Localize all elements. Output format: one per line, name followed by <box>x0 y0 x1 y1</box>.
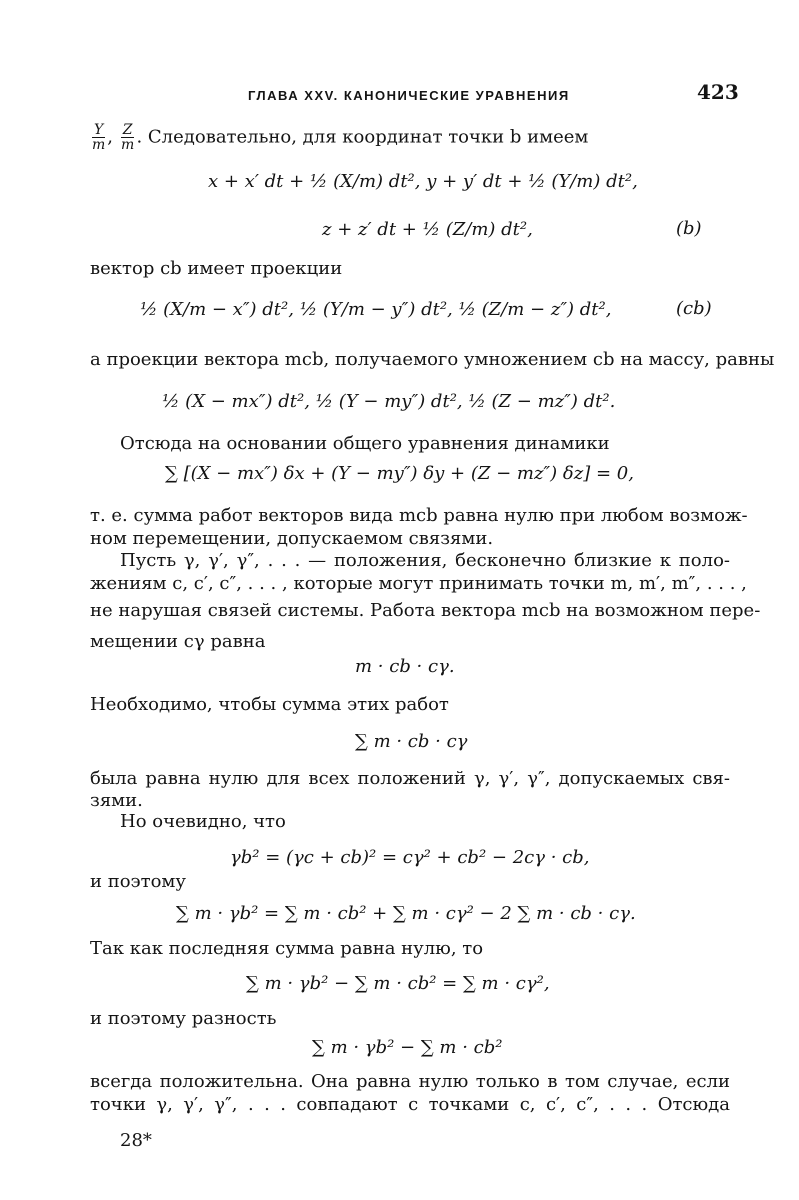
text-line-14: Но очевидно, что <box>120 811 286 832</box>
equation-tag-cb: (cb) <box>676 298 712 319</box>
text-line-10: мещении cγ равна <box>90 631 266 652</box>
equation-b-line-2: z + z′ dt + ½ (Z/m) dt², <box>322 219 533 240</box>
text-line-5: т. е. сумма работ векторов вида mcb равна нулю при любом возмож- <box>90 505 748 526</box>
equation-mcb: ½ (X − mx″) dt², ½ (Y − my″) dt², ½ (Z − mz″) dt². <box>162 391 616 412</box>
text-line-17: и поэтому разность <box>90 1008 277 1029</box>
text-line-1: $\frac{Y}{m}$ , $\frac{Z}{m}$ . Следовательно, для координат точки b имеем <box>92 122 589 153</box>
running-head-title: ГЛАВА XXV. КАНОНИЧЕСКИЕ УРАВНЕНИЯ <box>248 88 570 103</box>
text-line-13: зями. <box>90 790 143 811</box>
text-line-15: и поэтому <box>90 871 187 892</box>
text-line-3: а проекции вектора mcb, получаемого умножением cb на массу, равны <box>90 349 775 370</box>
text-line-1-content: . Следовательно, для координат точки b имеем <box>136 126 589 148</box>
equation-work: m · cb · cγ. <box>355 656 455 677</box>
equation-tag-b: (b) <box>676 218 702 239</box>
equation-sum-of-work: ∑ m · cb · cγ <box>355 731 468 752</box>
text-line-9: не нарушая связей системы. Работа вектора mcb на возможном пере- <box>90 600 761 621</box>
equation-difference: ∑ m · γb² − ∑ m · cb² = ∑ m · cγ², <box>246 973 550 994</box>
text-line-2: вектор cb имеет проекции <box>90 258 343 279</box>
equation-b-line-1: x + x′ dt + ½ (X/m) dt², y + y′ dt + ½ (Y/m) dt², <box>208 171 638 192</box>
equation-cb: ½ (X/m − x″) dt², ½ (Y/m − y″) dt², ½ (Z/m − z″) dt², <box>140 299 612 320</box>
text-line-7: Пусть γ, γ′, γ″, . . . — положения, бесконечно близкие к поло- <box>120 550 730 571</box>
text-line-11: Необходимо, чтобы сумма этих работ <box>90 694 449 715</box>
fraction-z-over-m: $\frac{Z}{m}$ <box>120 122 135 153</box>
equation-last: ∑ m · γb² − ∑ m · cb² <box>312 1037 503 1058</box>
text-line-6: ном перемещении, допускаемом связями. <box>90 528 494 549</box>
equation-sums: ∑ m · γb² = ∑ m · cb² + ∑ m · cγ² − 2 ∑ m · cb · cγ. <box>176 903 636 924</box>
fraction-y-over-m: $\frac{Y}{m}$ <box>92 122 106 153</box>
text-line-19: точки γ, γ′, γ″, . . . совпадают с точками c, c′, c″, . . . Отсюда <box>90 1094 730 1115</box>
equation-square: γb² = (γc + cb)² = cγ² + cb² − 2cγ · cb, <box>230 847 590 868</box>
text-line-18: всегда положительна. Она равна нулю только в том случае, если <box>90 1071 730 1092</box>
text-line-12: была равна нулю для всех положений γ, γ′, γ″, допускаемых свя- <box>90 768 730 789</box>
sheet-signature: 28* <box>120 1130 152 1151</box>
equation-dynamics: ∑ [(X − mx″) δx + (Y − my″) δy + (Z − mz″) δz] = 0, <box>165 463 634 484</box>
running-header <box>0 80 799 110</box>
page-number: 423 <box>697 80 739 104</box>
text-line-4: Отсюда на основании общего уравнения динамики <box>120 433 610 454</box>
text-line-16: Так как последняя сумма равна нулю, то <box>90 938 484 959</box>
text-line-8: жениям c, c′, c″, . . . , которые могут принимать точки m, m′, m″, . . . , <box>90 573 747 594</box>
